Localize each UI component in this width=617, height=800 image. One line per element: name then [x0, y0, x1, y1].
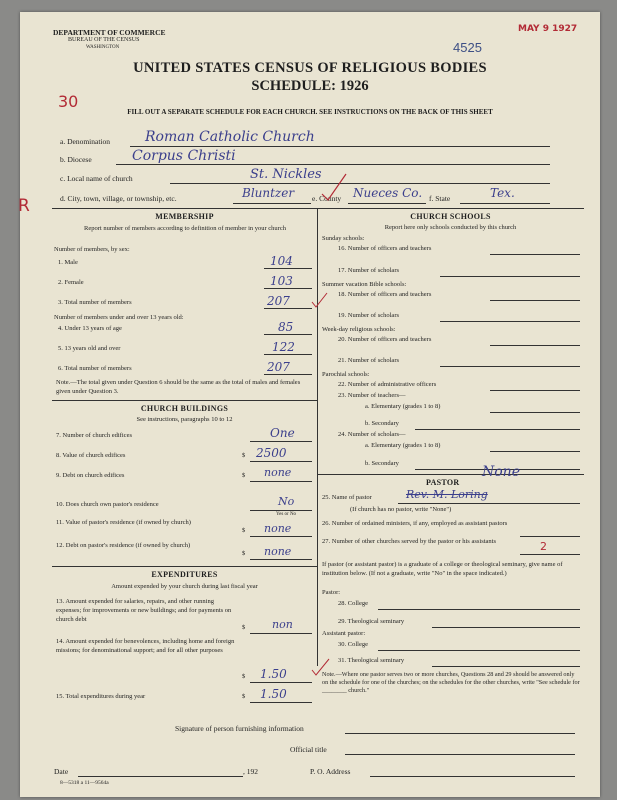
state-label: f. State	[429, 194, 451, 203]
under13-value: 85	[278, 320, 294, 334]
page-mark: 30	[58, 92, 79, 111]
q21-label: 21. Number of scholars	[338, 357, 400, 364]
official-title-label: Official title	[290, 745, 327, 754]
over13-label: 5. 13 years old and over	[58, 345, 121, 352]
form-title: UNITED STATES CENSUS OF RELIGIOUS BODIES	[133, 60, 487, 76]
q10-value: No	[278, 495, 295, 508]
q25-label: 25. Name of pastor	[322, 494, 372, 501]
under13-label: 4. Under 13 years of age	[58, 325, 122, 332]
q24a-label: a. Elementary (grades 1 to 8)	[365, 442, 441, 449]
summer-heading: Summer vacation Bible schools:	[322, 281, 407, 288]
q23a-label: a. Elementary (grades 1 to 8)	[365, 403, 441, 410]
q10-label: 10. Does church own pastor's residence	[56, 501, 159, 508]
q8-value: 2500	[256, 446, 287, 460]
check-mark-icon	[320, 172, 350, 202]
q15-value: 1.50	[260, 687, 287, 701]
assistant-subheading: Assistant pastor:	[322, 630, 366, 637]
q17-label: 17. Number of scholars	[338, 267, 400, 274]
q15-label: 15. Total expenditures during year	[56, 693, 146, 700]
pastor-subheading: Pastor:	[322, 589, 341, 596]
schools-title: CHURCH SCHOOLS	[410, 212, 491, 221]
q27-label: 27. Number of other churches served by the pastor or his assistants	[322, 538, 497, 545]
q14-value: 1.50	[260, 667, 287, 681]
membership-intro: Report number of members according to definition of member in your church	[84, 225, 286, 232]
male-value: 104	[270, 254, 293, 268]
q27-value: 2	[540, 540, 547, 553]
over13-value: 122	[272, 340, 295, 354]
q8-label: 8. Value of church edifices	[56, 452, 126, 459]
q31-label: 31. Theological seminary	[338, 657, 405, 664]
expenditures-intro: Amount expended by your church during last fiscal year	[111, 583, 258, 590]
form-number: 4525	[453, 40, 482, 55]
received-stamp: MAY 9 1927	[518, 24, 578, 34]
yes-no-hint: Yes or No	[276, 512, 297, 517]
instruction-line: FILL OUT A SEPARATE SCHEDULE FOR EACH CHURCH. SEE INSTRUCTIONS ON THE BACK OF THIS SHEET	[127, 108, 493, 116]
male-label: 1. Male	[58, 259, 78, 266]
department-heading: DEPARTMENT OF COMMERCE	[53, 28, 166, 37]
female-value: 103	[270, 274, 293, 288]
denomination-value: Roman Catholic Church	[145, 129, 315, 145]
q25-hint: (If church has no pastor, write "None")	[350, 506, 452, 513]
membership-note: Note.—The total given under Question 6 should be the same as the total of males and females given under Question 3.	[56, 379, 301, 395]
q11-label: 11. Value of pastor's residence (if owned by church)	[56, 519, 191, 526]
check-mark-icon	[310, 656, 332, 678]
po-address-label: P. O. Address	[310, 767, 351, 776]
local-name-value: St. Nickles	[250, 167, 322, 182]
buildings-title: CHURCH BUILDINGS	[140, 404, 229, 413]
bureau-heading: BUREAU OF THE CENSUS	[68, 37, 140, 43]
pastor-note: Note.—Where one pastor serves two or more churches, Questions 28 and 29 should be answered only on the schedule for one of the churches; on the schedules for the other churches, write "See schedule for ________ church."	[322, 671, 580, 694]
q13-value: non	[272, 618, 293, 631]
q28-label: 28. College	[338, 600, 368, 607]
city-heading: WASHINGTON	[86, 45, 120, 50]
q19-label: 19. Number of scholars	[338, 312, 400, 319]
membership-title: MEMBERSHIP	[155, 212, 214, 221]
date-label: Date	[54, 767, 69, 776]
parochial-heading: Parochial schools:	[322, 371, 370, 378]
q20-label: 20. Number of officers and teachers	[338, 336, 432, 343]
diocese-value: Corpus Christi	[132, 148, 236, 164]
q26-label: 26. Number of ordained ministers, if any, employed as assistant pastors	[322, 520, 508, 527]
schools-intro: Report here only schools conducted by this church	[384, 224, 517, 231]
q23b-label: b. Secondary	[365, 420, 399, 427]
graduate-note: If pastor (or assistant pastor) is a graduate of a college or theological seminary, give name of institution below. (If not a graduate, write "No" in the space indicated.)	[322, 561, 563, 577]
total-members-value: 207	[267, 294, 290, 308]
q9-value: none	[264, 466, 292, 479]
q11-value: none	[264, 522, 292, 535]
q9-label: 9. Debt on church edifices	[56, 472, 125, 479]
pastor-title: PASTOR	[426, 478, 460, 487]
q25-value: Rev. M. Loring	[406, 488, 488, 501]
state-value: Tex.	[490, 186, 515, 200]
check-mark-icon	[310, 290, 330, 310]
total6-value: 207	[267, 360, 290, 374]
by-sex-heading: Number of members, by sex:	[54, 246, 130, 253]
q12-value: none	[264, 545, 292, 558]
q29-label: 29. Theological seminary	[338, 618, 405, 625]
total-members-label: 3. Total number of members	[58, 299, 132, 306]
q22-label: 22. Number of administrative officers	[338, 381, 437, 388]
q7-label: 7. Number of church edifices	[56, 432, 132, 439]
pastor-none-handwritten: None	[482, 464, 520, 480]
form-codes: 8—5318 a 11—9564a	[60, 780, 109, 786]
expenditures-title: EXPENDITURES	[151, 570, 218, 579]
q12-label: 12. Debt on pastor's residence (if owned by church)	[56, 542, 191, 549]
q14-label: 14. Amount expended for benevolences, including home and foreign missions; for denominational support; and for all other purposes	[56, 638, 235, 654]
city-label: d. City, town, village, or township, etc.	[60, 194, 177, 203]
margin-mark: R	[18, 196, 30, 216]
q24b-label: b. Secondary	[365, 460, 399, 467]
age-heading: Number of members under and over 13 years old:	[54, 314, 184, 321]
q7-value: One	[270, 426, 295, 440]
q18-label: 18. Number of officers and teachers	[338, 291, 432, 298]
schedule-title: SCHEDULE: 1926	[251, 78, 369, 94]
female-label: 2. Female	[58, 279, 84, 286]
q13-label: 13. Amount expended for salaries, repairs, and other running expenses; for improvements or new buildings; and for payments on church debt	[56, 598, 232, 623]
county-value: Nueces Co.	[353, 186, 423, 200]
city-value: Bluntzer	[242, 186, 295, 200]
q30-label: 30. College	[338, 641, 368, 648]
census-form-sheet: DEPARTMENT OF COMMERCE BUREAU OF THE CENSUS WASHINGTON 4525 MAY 9 1927 UNITED STATES CENSUS OF RELIGIOUS BODIES SCHEDULE: 1926 30 FILL OUT A SEPARATE SCHEDULE FOR EACH CHURCH. SEE INSTRUCTIONS ON THE BACK OF THIS SHEET R a. Denomination Roman Catholic Church b. Diocese Corpus Christi c. Local name of church St. Nickles d. City, town, village, or township, etc. Bluntzer e. County Nueces Co. f. State Tex. MEMBERSHIP Report number of members according to definition of member in your church Number of members, by sex: 1. Male 104 2. Female 103 3. Total number of members 207 Number of members under and over 13 years old: 4. Under 13 years of age 85 5. 13 years old and over 122 6. Total number of members 207 Note.—The total given under Question 6 should be the same as the total of males and females given under Question 3. CHURCH BUILDINGS See instructions, paragraphs 10 to 12 7. Number of church edifices One 8. Value of church edifices $ 2500 9. Debt on church edifices $ none 10. Does church own pastor's residence No Yes or No 11. Value of pastor's residence (if owned by church) $ none 12. Debt on pastor's residence (if owned by church) $ none EXPENDITURES Amount expended by your church during last fiscal year 13. Amount expended for salaries, repairs, and other running expenses; for improvements or new buildings; and for payments on church debt $ non 14. Amount expended for benevolences, including home and foreign missions; for denominational support; and for all other purposes $ 1.50 15. Total expenditures during year $ 1.50 CHURCH SCHOOLS Report here only schools conducted by this church Sunday schools: 16. Number of officers and teachers 17. Number of scholars Summer vacation Bible schools: 18. Number of officers and teachers 19. Number of scholars Week-day religious schools: 20. Number of officers and teachers 21. Number of scholars Parochial schools: 22. Number of administrative officers 23. Number of teachers— a. Elementary (grades 1 to 8) b. Secondary 24. Number of scholars— a. Elementary (grades 1 to 8) b. Secondary PASTOR None 25. Name of pastor Rev. M. Loring (If church has no pastor, write "None") 26. Number of ordained ministers, if any, employed as assistant pastors 27. Number of other churches served by the pastor or his assistants 2 If pastor (or assistant pastor) is a graduate of a college or theological seminary, give name of institution below. (If not a graduate, write "No" in the space indicated.) Pastor: 28. College 29. Theological seminary Assistant pastor: 30. College 31. Theological seminary Note.—Where one pastor serves two or more churches, Questions 28 and 29 should be answered only on the schedule for one of the churches; on the schedules for the other churches, write "See schedule for ________ church." Signature of person furnishing information Official title Date , 192 P. O. Address 8—5318 a 11—9564a	[20, 12, 600, 797]
year-label: , 192	[243, 767, 258, 776]
weekday-heading: Week-day religious schools:	[322, 326, 396, 333]
total6-label: 6. Total number of members	[58, 365, 132, 372]
buildings-intro: See instructions, paragraphs 10 to 12	[136, 416, 233, 423]
q23-label: 23. Number of teachers—	[338, 392, 406, 399]
county-label: e. County	[312, 194, 342, 203]
local-name-label: c. Local name of church	[60, 174, 133, 183]
sunday-heading: Sunday schools:	[322, 235, 365, 242]
q24-label: 24. Number of scholars—	[338, 431, 406, 438]
diocese-label: b. Diocese	[60, 155, 92, 164]
q16-label: 16. Number of officers and teachers	[338, 245, 432, 252]
denomination-label: a. Denomination	[60, 137, 110, 146]
signature-label: Signature of person furnishing information	[175, 724, 304, 733]
